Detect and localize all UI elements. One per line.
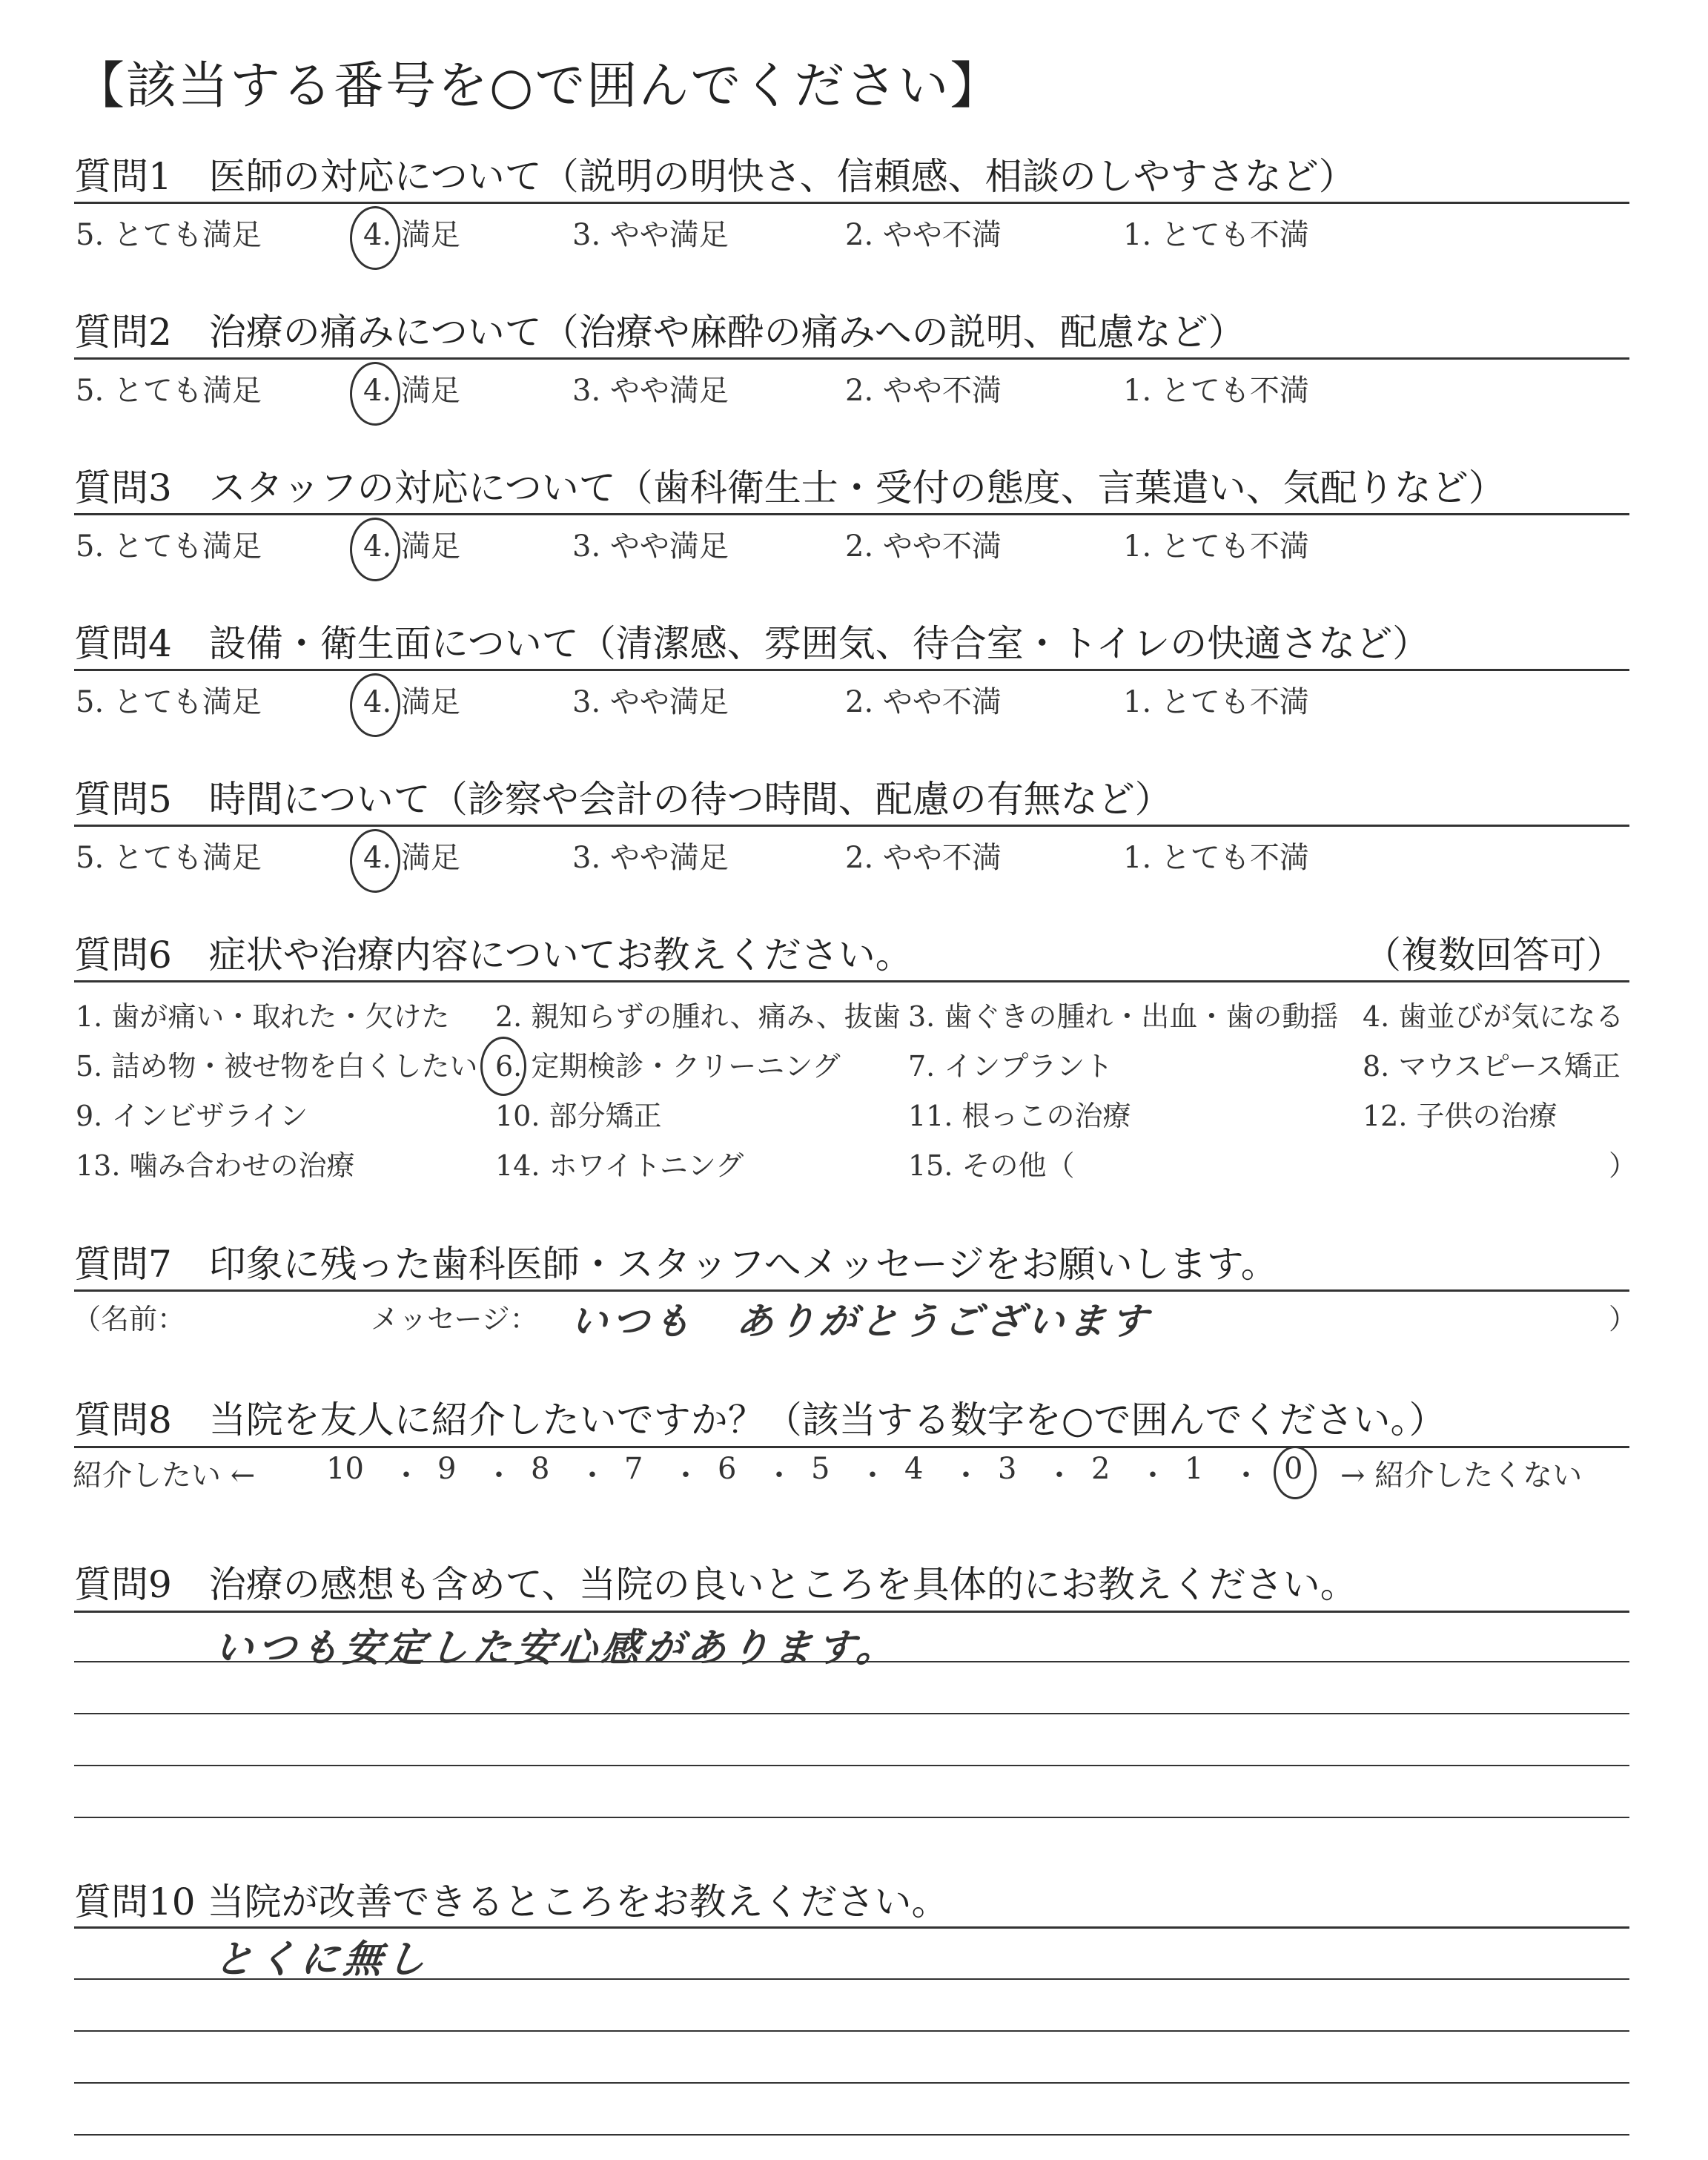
q6-item-12[interactable]: 12. 子供の治療	[1363, 1100, 1558, 1132]
q6-item-5[interactable]: 5. 詰め物・被せ物を白くしたい	[76, 1050, 478, 1083]
question-5-rule	[74, 825, 1629, 827]
q6-item-13[interactable]: 13. 噛み合わせの治療	[76, 1149, 355, 1182]
question-6-rule	[74, 980, 1629, 982]
q9-answer-line	[74, 1817, 1629, 1818]
q3-option-5[interactable]: 5. とても満足	[76, 529, 262, 564]
q8-scale-5[interactable]: 5	[811, 1452, 830, 1486]
q8-scale-0[interactable]: 0	[1284, 1452, 1303, 1486]
q8-scale-10[interactable]: 10	[326, 1452, 364, 1486]
q9-answer-line	[74, 1661, 1629, 1662]
q8-dot: ・	[577, 1459, 607, 1493]
q7-close-paren: ）	[1609, 1303, 1638, 1335]
q7-message-handwritten[interactable]: いつも ありがとうございます	[568, 1300, 1154, 1343]
q3-option-4[interactable]: 4. 満足	[363, 529, 460, 564]
q1-option-1[interactable]: 1. とても不満	[1123, 218, 1309, 252]
q8-dot: ・	[1231, 1459, 1261, 1493]
q8-scale-8[interactable]: 8	[531, 1452, 550, 1486]
q2-option-1[interactable]: 1. とても不満	[1123, 374, 1309, 408]
page-title: 【該当する番号を○で囲んでください】	[74, 57, 1002, 116]
q5-option-2[interactable]: 2. やや不満	[845, 841, 1002, 875]
q6-item-1[interactable]: 1. 歯が痛い・取れた・欠けた	[76, 1000, 450, 1033]
q5-option-4[interactable]: 4. 満足	[363, 841, 460, 875]
question-10-title: 質問10 当院が改善できるところをお教えください。	[74, 1880, 949, 1923]
q10-answer-line	[74, 2082, 1629, 2084]
q2-option-3[interactable]: 3. やや満足	[572, 374, 729, 408]
question-2-title: 質問2 治療の痛みについて（治療や麻酔の痛みへの説明、配慮など）	[74, 311, 1245, 354]
question-7-title: 質問7 印象に残った歯科医師・スタッフへメッセージをお願いします。	[74, 1243, 1278, 1286]
q1-option-4[interactable]: 4. 満足	[363, 218, 460, 252]
q9-answer-line	[74, 1765, 1629, 1766]
q3-option-3[interactable]: 3. やや満足	[572, 529, 729, 564]
q6-item-10[interactable]: 10. 部分矯正	[495, 1100, 662, 1132]
q3-option-2[interactable]: 2. やや不満	[845, 529, 1002, 564]
q4-option-3[interactable]: 3. やや満足	[572, 685, 729, 719]
question-8-rule	[74, 1446, 1629, 1448]
q8-right-label: → 紹介したくない	[1340, 1459, 1583, 1493]
q1-option-2[interactable]: 2. やや不満	[845, 218, 1002, 252]
q8-scale-7[interactable]: 7	[624, 1452, 643, 1486]
question-6-multiple-note: （複数回答可）	[1364, 934, 1623, 977]
q8-dot: ・	[671, 1459, 701, 1493]
q6-item-2[interactable]: 2. 親知らずの腫れ、痛み、抜歯	[495, 1000, 901, 1033]
q5-option-5[interactable]: 5. とても満足	[76, 841, 262, 875]
q8-dot: ・	[1138, 1459, 1168, 1493]
q10-answer-line	[74, 2134, 1629, 2136]
q2-option-4[interactable]: 4. 満足	[363, 374, 460, 408]
q6-item-6[interactable]: 6. 定期検診・クリーニング	[495, 1050, 841, 1083]
q3-option-1[interactable]: 1. とても不満	[1123, 529, 1309, 564]
q9-answer-line	[74, 1713, 1629, 1714]
q8-dot: ・	[391, 1459, 421, 1493]
q4-option-4[interactable]: 4. 満足	[363, 685, 460, 719]
q8-dot: ・	[858, 1459, 887, 1493]
question-6-title: 質問6 症状や治療内容についてお教えください。	[74, 934, 913, 977]
q10-answer-handwritten[interactable]: とくに無し	[212, 1938, 432, 1982]
q6-item-4[interactable]: 4. 歯並びが気になる	[1363, 1000, 1624, 1033]
q4-option-5[interactable]: 5. とても満足	[76, 685, 262, 719]
question-1-rule	[74, 202, 1629, 204]
q8-scale-3[interactable]: 3	[998, 1452, 1017, 1486]
q7-name-label: （名前：	[73, 1303, 186, 1335]
question-3-title: 質問3 スタッフの対応について（歯科衛生士・受付の態度、言葉遣い、気配りなど）	[74, 466, 1506, 509]
q5-option-1[interactable]: 1. とても不満	[1123, 841, 1309, 875]
question-8-title: 質問8 当院を友人に紹介したいですか？（該当する数字を○で囲んでください。）	[74, 1398, 1446, 1441]
q8-left-label: 紹介したい ←	[73, 1459, 256, 1493]
q6-item-3[interactable]: 3. 歯ぐきの腫れ・出血・歯の動揺	[908, 1000, 1339, 1033]
q5-option-3[interactable]: 3. やや満足	[572, 841, 729, 875]
q9-answer-handwritten[interactable]: いつも安定した安心感があります。	[212, 1626, 902, 1671]
q8-dot: ・	[1045, 1459, 1074, 1493]
question-4-title: 質問4 設備・衛生面について（清潔感、雰囲気、待合室・トイレの快適さなど）	[74, 622, 1430, 665]
q8-scale-2[interactable]: 2	[1091, 1452, 1110, 1486]
question-9-title: 質問9 治療の感想も含めて、当院の良いところを具体的にお教えください。	[74, 1563, 1357, 1606]
question-2-rule	[74, 357, 1629, 360]
q10-answer-line	[74, 2030, 1629, 2032]
q8-dot: ・	[484, 1459, 514, 1493]
q2-option-2[interactable]: 2. やや不満	[845, 374, 1002, 408]
q4-option-2[interactable]: 2. やや不満	[845, 685, 1002, 719]
q6-item-15[interactable]: 15. その他（	[908, 1149, 1075, 1182]
q7-message-label: メッセージ：	[371, 1303, 538, 1335]
question-1-title: 質問1 医師の対応について（説明の明快さ、信頼感、相談のしやすさなど）	[74, 155, 1356, 198]
question-4-rule	[74, 669, 1629, 671]
q8-scale-6[interactable]: 6	[718, 1452, 737, 1486]
q6-item-11[interactable]: 11. 根っこの治療	[908, 1100, 1131, 1132]
q1-option-5[interactable]: 5. とても満足	[76, 218, 262, 252]
q8-scale-9[interactable]: 9	[437, 1452, 457, 1486]
q1-option-3[interactable]: 3. やや満足	[572, 218, 729, 252]
q2-option-5[interactable]: 5. とても満足	[76, 374, 262, 408]
q8-dot: ・	[764, 1459, 794, 1493]
q8-scale-4[interactable]: 4	[904, 1452, 924, 1486]
q6-item-7[interactable]: 7. インプラント	[908, 1050, 1113, 1083]
q4-option-1[interactable]: 1. とても不満	[1123, 685, 1309, 719]
q6-item-9[interactable]: 9. インビザライン	[76, 1100, 308, 1132]
question-3-rule	[74, 513, 1629, 515]
q6-item-14[interactable]: 14. ホワイトニング	[495, 1149, 744, 1182]
q6-item-8[interactable]: 8. マウスピース矯正	[1363, 1050, 1621, 1083]
question-5-title: 質問5 時間について（診察や会計の待つ時間、配慮の有無など）	[74, 778, 1172, 821]
q6-other-close-paren: ）	[1609, 1149, 1638, 1182]
q8-dot: ・	[951, 1459, 981, 1493]
q8-scale-1[interactable]: 1	[1185, 1452, 1204, 1486]
q10-answer-line	[74, 1978, 1629, 1980]
question-9-rule	[74, 1611, 1629, 1613]
